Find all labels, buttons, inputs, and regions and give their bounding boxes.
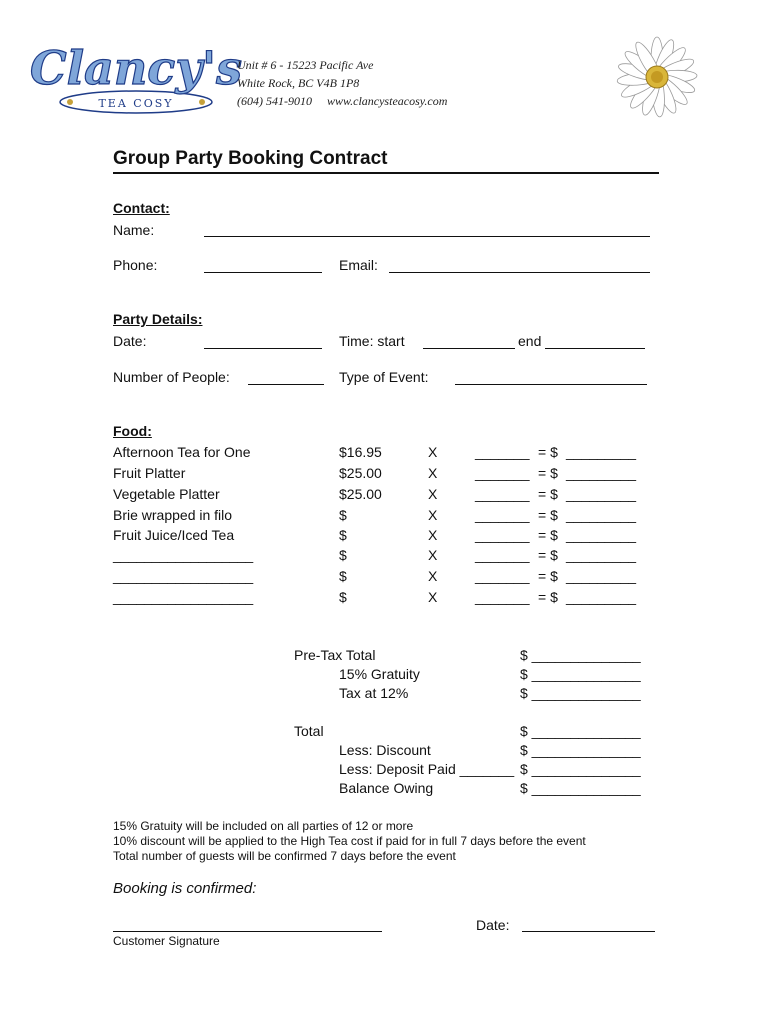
contact-heading: Contact:: [113, 200, 170, 216]
people-field[interactable]: [248, 384, 324, 385]
food-item-name[interactable]: __________________: [113, 547, 254, 563]
food-item-name: Brie wrapped in filo: [113, 507, 233, 523]
date-label: Date:: [113, 333, 147, 349]
times-sign: X: [428, 465, 438, 481]
equals-sign: = $: [538, 486, 558, 502]
food-item-price: $16.95: [339, 444, 382, 460]
confirm-date-label: Date:: [476, 917, 510, 933]
daisy-image: [616, 36, 698, 118]
time-start-label: Time: start: [339, 333, 405, 349]
discount-label: Less: Discount: [339, 742, 431, 758]
food-item-price: $: [339, 507, 347, 523]
clancys-logo: [29, 36, 243, 120]
times-sign: X: [428, 547, 438, 563]
time-start-field[interactable]: [423, 348, 515, 349]
line-total-blank[interactable]: _________: [566, 444, 637, 460]
time-end-label: end: [518, 333, 542, 349]
equals-sign: = $: [538, 527, 558, 543]
phone-label: Phone:: [113, 257, 158, 273]
line-total-blank[interactable]: _________: [566, 568, 637, 584]
party-heading: Party Details:: [113, 311, 203, 327]
balance-amount[interactable]: $ ______________: [520, 780, 641, 796]
equals-sign: = $: [538, 547, 558, 563]
qty-blank[interactable]: _______: [475, 527, 530, 543]
address-line1: Unit # 6 - 15223 Pacific Ave: [237, 58, 374, 72]
note-gratuity: 15% Gratuity will be included on all parties of 12 or more: [113, 819, 414, 833]
logo-name: Clancy's: [29, 41, 243, 95]
discount-amount[interactable]: $ ______________: [520, 742, 641, 758]
equals-sign: = $: [538, 589, 558, 605]
email-field[interactable]: [389, 272, 650, 273]
logo-subtitle: TEA COSY: [98, 97, 174, 110]
qty-blank[interactable]: _______: [475, 444, 530, 460]
food-item-price: $25.00: [339, 486, 382, 502]
total-label: Total: [294, 723, 324, 739]
address-block: [237, 56, 447, 110]
tax-label: Tax at 12%: [339, 685, 409, 701]
name-label: Name:: [113, 222, 155, 238]
balance-label: Balance Owing: [339, 780, 434, 796]
qty-blank[interactable]: _______: [475, 568, 530, 584]
event-label: Type of Event:: [339, 369, 429, 385]
gratuity-amount[interactable]: $ ______________: [520, 666, 641, 682]
pretax-amount[interactable]: $ ______________: [520, 647, 641, 663]
times-sign: X: [428, 507, 438, 523]
page-title: Group Party Booking Contract: [113, 148, 388, 169]
deposit-label: Less: Deposit Paid _______: [339, 761, 515, 777]
line-total-blank[interactable]: _________: [566, 486, 637, 502]
event-field[interactable]: [455, 384, 647, 385]
address-line2: White Rock, BC V4B 1P8: [237, 76, 360, 90]
confirm-heading: Booking is confirmed:: [113, 880, 257, 897]
qty-blank[interactable]: _______: [475, 507, 530, 523]
line-total-blank[interactable]: _________: [566, 507, 637, 523]
time-end-field[interactable]: [545, 348, 645, 349]
date-field[interactable]: [204, 348, 322, 349]
gratuity-label: 15% Gratuity: [339, 666, 420, 682]
food-item-price: $25.00: [339, 465, 382, 481]
line-total-blank[interactable]: _________: [566, 547, 637, 563]
line-total-blank[interactable]: _________: [566, 527, 637, 543]
line-total-blank[interactable]: _________: [566, 589, 637, 605]
equals-sign: = $: [538, 507, 558, 523]
signature-label: Customer Signature: [113, 934, 220, 948]
email-label: Email:: [339, 257, 378, 273]
qty-blank[interactable]: _______: [475, 486, 530, 502]
deposit-amount[interactable]: $ ______________: [520, 761, 641, 777]
pretax-label: Pre-Tax Total: [294, 647, 376, 663]
title-rule: [113, 172, 659, 174]
address-contact: [237, 92, 447, 110]
name-field[interactable]: [204, 236, 650, 237]
signature-field[interactable]: [113, 931, 382, 932]
address-phone: (604) 541-9010: [237, 94, 312, 108]
line-total-blank[interactable]: _________: [566, 465, 637, 481]
food-item-price: $: [339, 568, 347, 584]
times-sign: X: [428, 486, 438, 502]
phone-field[interactable]: [204, 272, 322, 273]
qty-blank[interactable]: _______: [475, 465, 530, 481]
qty-blank[interactable]: _______: [475, 589, 530, 605]
equals-sign: = $: [538, 444, 558, 460]
food-item-name: Vegetable Platter: [113, 486, 220, 502]
people-label: Number of People:: [113, 369, 230, 385]
food-item-name[interactable]: __________________: [113, 568, 254, 584]
equals-sign: = $: [538, 568, 558, 584]
times-sign: X: [428, 444, 438, 460]
qty-blank[interactable]: _______: [475, 547, 530, 563]
times-sign: X: [428, 568, 438, 584]
confirm-date-field[interactable]: [522, 931, 655, 932]
times-sign: X: [428, 589, 438, 605]
food-item-name[interactable]: __________________: [113, 589, 254, 605]
food-heading: Food:: [113, 423, 152, 439]
total-amount[interactable]: $ ______________: [520, 723, 641, 739]
logo-graphic: [29, 36, 243, 120]
food-item-price: $: [339, 547, 347, 563]
food-item-name: Fruit Juice/Iced Tea: [113, 527, 235, 543]
times-sign: X: [428, 527, 438, 543]
food-item-name: Fruit Platter: [113, 465, 186, 481]
food-item-price: $: [339, 527, 347, 543]
address-website: www.clancysteacosy.com: [327, 94, 448, 108]
equals-sign: = $: [538, 465, 558, 481]
food-item-name: Afternoon Tea for One: [113, 444, 251, 460]
tax-amount[interactable]: $ ______________: [520, 685, 641, 701]
food-item-price: $: [339, 589, 347, 605]
note-discount: 10% discount will be applied to the High Tea cost if paid for in full 7 days before the event: [113, 834, 586, 848]
note-guests: Total number of guests will be confirmed 7 days before the event: [113, 849, 456, 863]
